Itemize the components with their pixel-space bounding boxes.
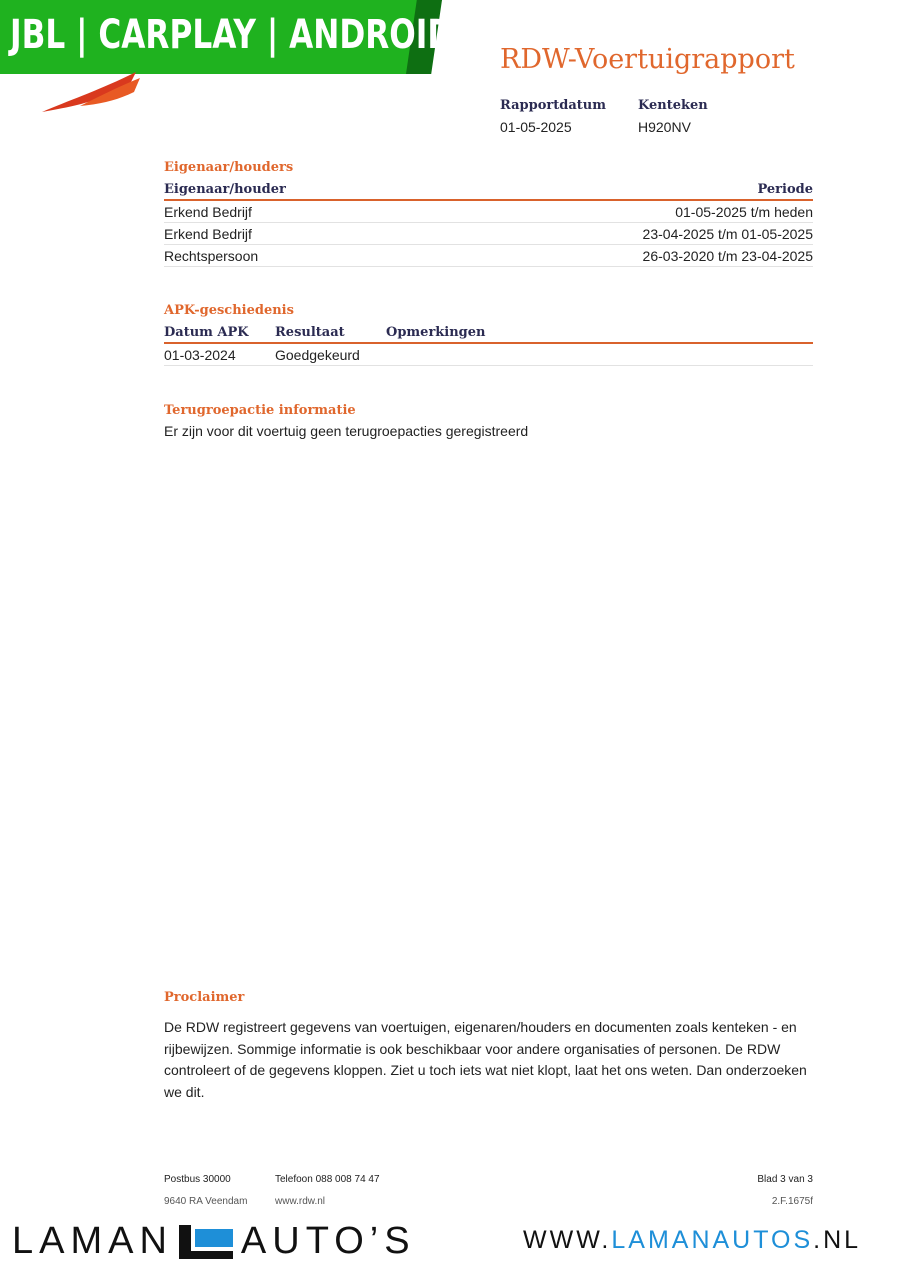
table-row xyxy=(164,223,813,245)
website-url xyxy=(523,1226,861,1255)
apk-section-title: APK-geschiedenis xyxy=(164,303,294,318)
recall-text: Er zijn voor dit voertuig geen terugroepacties geregistreerd xyxy=(164,423,529,439)
apk-col-remarks: Opmerkingen xyxy=(386,324,486,340)
apk-col-result: Resultaat xyxy=(275,324,345,340)
footer-cut-row xyxy=(164,1196,813,1204)
owners-section-title: Eigenaar/houders xyxy=(164,160,294,175)
owner-name: Erkend Bedrijf xyxy=(164,203,252,220)
proclaimer-line: we dit. xyxy=(164,1083,205,1100)
page-title: RDW-Voertuigrapport xyxy=(500,44,795,75)
owner-period: 26-03-2020 t/m 23-04-2025 xyxy=(642,247,813,264)
promo-banner-text: JBL | CARPLAY | ANDROID xyxy=(10,12,454,58)
laman-autos-logo xyxy=(12,1220,416,1263)
table-row xyxy=(164,344,813,366)
footer-phone: Telefoon 088 008 74 47 xyxy=(275,1174,380,1185)
owners-section xyxy=(164,160,813,267)
owner-name: Erkend Bedrijf xyxy=(164,225,252,242)
apk-section xyxy=(164,303,813,366)
recall-section-title: Terugroepactie informatie xyxy=(164,403,356,418)
footer-postbus: Postbus 30000 xyxy=(164,1174,231,1185)
footer-website: www.rdw.nl xyxy=(275,1196,326,1204)
report-date-label: Rapportdatum xyxy=(500,98,606,113)
owner-name: Rechtspersoon xyxy=(164,247,259,264)
owner-period: 23-04-2025 t/m 01-05-2025 xyxy=(642,225,813,242)
proclaimer-title: Proclaimer xyxy=(164,990,245,1005)
plate-label: Kenteken xyxy=(638,98,708,113)
brand-mark-icon xyxy=(179,1225,233,1259)
plate-value: H920NV xyxy=(638,119,691,135)
url-domain: LAMANAUTOS xyxy=(611,1226,814,1254)
url-suffix: .NL xyxy=(813,1226,862,1254)
report-date-value: 01-05-2025 xyxy=(500,119,572,135)
footer-code: 2.F.1675f xyxy=(771,1196,813,1204)
owner-period: 01-05-2025 t/m heden xyxy=(675,203,813,220)
apk-col-date: Datum APK xyxy=(164,324,249,340)
footer-address: 9640 RA Veendam xyxy=(164,1196,248,1204)
plate-block xyxy=(638,98,708,135)
proclaimer-line: controleert of de gegevens kloppen. Ziet u toch iets wat niet klopt, laat het ons weten. Dan onderzoeken xyxy=(164,1062,807,1078)
apk-table-header xyxy=(164,322,813,344)
proclaimer-line: rijbewijzen. Sommige informatie is ook beschikbaar voor andere organisaties of personen. De RDW xyxy=(164,1040,781,1057)
footer-page-number: Blad 3 van 3 xyxy=(757,1174,813,1185)
proclaimer-text xyxy=(164,1017,813,1103)
url-prefix: WWW. xyxy=(523,1226,612,1254)
recall-section xyxy=(164,403,813,443)
owners-table-header xyxy=(164,179,813,201)
apk-date: 01-03-2024 xyxy=(164,346,236,363)
brand-name-second: AUTO’S xyxy=(240,1220,416,1262)
proclaimer-section xyxy=(164,990,813,1103)
report-date-block xyxy=(500,98,606,135)
proclaimer-line: De RDW registreert gegevens van voertuigen, eigenaren/houders en documenten zoals kenteken - en xyxy=(164,1019,797,1035)
brand-name-first: LAMAN xyxy=(12,1220,173,1262)
page-footer xyxy=(164,1174,813,1185)
owners-col-owner: Eigenaar/houder xyxy=(164,181,286,197)
table-row xyxy=(164,201,813,223)
owners-col-period: Periode xyxy=(757,181,813,197)
table-row xyxy=(164,245,813,267)
apk-result: Goedgekeurd xyxy=(275,346,360,363)
flame-logo-icon xyxy=(40,70,140,114)
